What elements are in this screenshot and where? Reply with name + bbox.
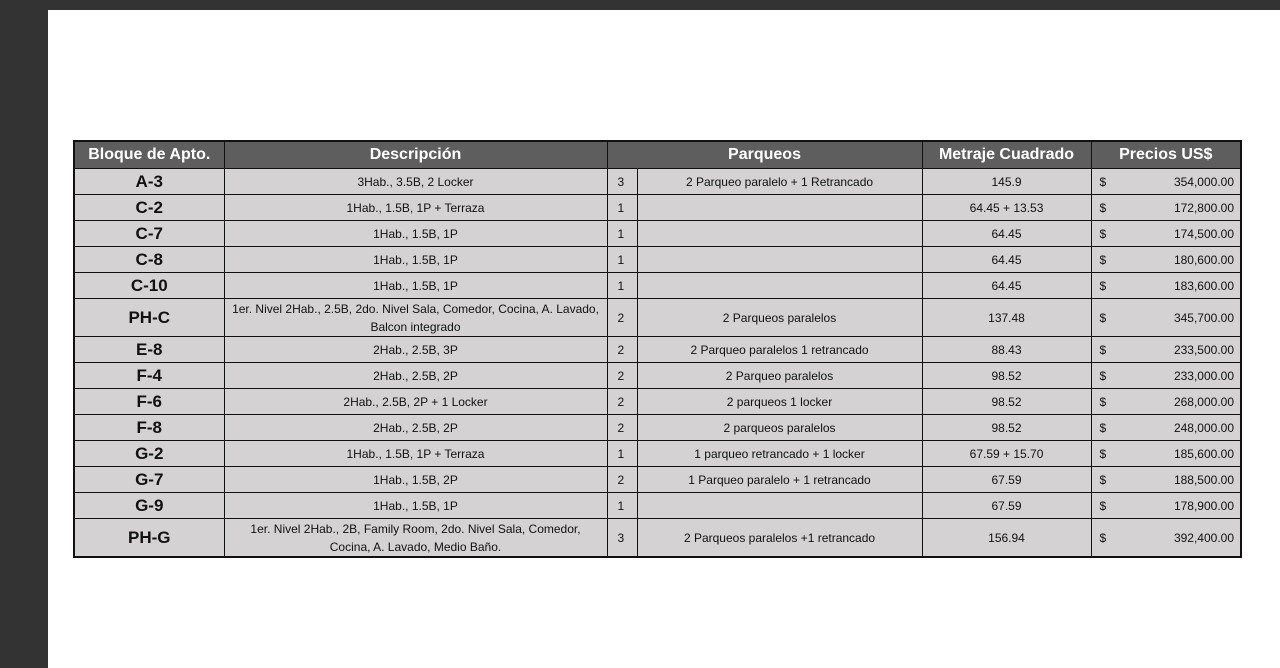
cell-precio bbox=[1091, 389, 1241, 415]
cell-descripcion: 1Hab., 1.5B, 1P bbox=[224, 493, 607, 519]
cell-descripcion: 2Hab., 2.5B, 2P bbox=[224, 415, 607, 441]
table-row bbox=[74, 467, 1241, 493]
table-row bbox=[74, 415, 1241, 441]
price-wrap bbox=[1100, 253, 1235, 267]
table-row bbox=[74, 519, 1241, 558]
cell-parqueos-desc: 1 Parqueo paralelo + 1 retrancado bbox=[637, 467, 922, 493]
price-wrap bbox=[1100, 395, 1235, 409]
price-amount: 392,400.00 bbox=[1173, 530, 1235, 545]
header-metraje: Metraje Cuadrado bbox=[922, 141, 1091, 169]
table-row bbox=[74, 169, 1241, 195]
header-parqueos: Parqueos bbox=[607, 141, 922, 169]
price-amount: 345,700.00 bbox=[1173, 310, 1235, 325]
cell-parqueos-count: 1 bbox=[607, 441, 637, 467]
cell-precio bbox=[1091, 273, 1241, 299]
cell-bloque: G-2 bbox=[74, 441, 224, 467]
cell-precio bbox=[1091, 441, 1241, 467]
cell-parqueos-desc: 2 Parqueo paralelo + 1 Retrancado bbox=[637, 169, 922, 195]
price-wrap bbox=[1100, 201, 1235, 215]
cell-bloque: G-9 bbox=[74, 493, 224, 519]
price-amount: 354,000.00 bbox=[1173, 174, 1235, 189]
cell-precio bbox=[1091, 337, 1241, 363]
cell-descripcion: 1Hab., 1.5B, 1P + Terraza bbox=[224, 441, 607, 467]
cell-metraje: 137.48 bbox=[922, 299, 1091, 337]
cell-parqueos-desc bbox=[637, 273, 922, 299]
price-amount: 183,600.00 bbox=[1173, 278, 1235, 293]
table-row bbox=[74, 389, 1241, 415]
cell-parqueos-count: 2 bbox=[607, 299, 637, 337]
table-row bbox=[74, 221, 1241, 247]
header-row bbox=[74, 141, 1241, 169]
cell-metraje: 67.59 bbox=[922, 467, 1091, 493]
cell-descripcion: 1Hab., 1.5B, 2P bbox=[224, 467, 607, 493]
currency-symbol: $ bbox=[1099, 498, 1107, 513]
cell-parqueos-desc: 2 parqueos paralelos bbox=[637, 415, 922, 441]
cell-precio bbox=[1091, 247, 1241, 273]
cell-parqueos-count: 2 bbox=[607, 337, 637, 363]
cell-bloque: F-4 bbox=[74, 363, 224, 389]
currency-symbol: $ bbox=[1099, 472, 1107, 487]
cell-metraje: 98.52 bbox=[922, 389, 1091, 415]
table-row bbox=[74, 273, 1241, 299]
cell-parqueos-desc: 2 Parqueo paralelos 1 retrancado bbox=[637, 337, 922, 363]
price-amount: 180,600.00 bbox=[1173, 252, 1235, 267]
cell-descripcion: 1Hab., 1.5B, 1P bbox=[224, 221, 607, 247]
cell-bloque: F-8 bbox=[74, 415, 224, 441]
currency-symbol: $ bbox=[1099, 342, 1107, 357]
table-row bbox=[74, 247, 1241, 273]
cell-parqueos-count: 2 bbox=[607, 389, 637, 415]
cell-bloque: C-2 bbox=[74, 195, 224, 221]
price-wrap bbox=[1100, 531, 1235, 545]
cell-parqueos-count: 2 bbox=[607, 415, 637, 441]
cell-parqueos-count: 1 bbox=[607, 493, 637, 519]
price-wrap bbox=[1100, 279, 1235, 293]
table-body bbox=[74, 169, 1241, 558]
cell-parqueos-desc bbox=[637, 221, 922, 247]
cell-descripcion: 3Hab., 3.5B, 2 Locker bbox=[224, 169, 607, 195]
cell-parqueos-count: 3 bbox=[607, 519, 637, 558]
cell-precio bbox=[1091, 467, 1241, 493]
price-wrap bbox=[1100, 175, 1235, 189]
currency-symbol: $ bbox=[1099, 530, 1107, 545]
currency-symbol: $ bbox=[1099, 252, 1107, 267]
price-wrap bbox=[1100, 343, 1235, 357]
price-amount: 172,800.00 bbox=[1173, 200, 1235, 215]
cell-bloque: PH-C bbox=[74, 299, 224, 337]
cell-parqueos-desc bbox=[637, 195, 922, 221]
cell-precio bbox=[1091, 415, 1241, 441]
price-table bbox=[73, 140, 1242, 558]
cell-bloque: C-7 bbox=[74, 221, 224, 247]
price-amount: 188,500.00 bbox=[1173, 472, 1235, 487]
cell-metraje: 88.43 bbox=[922, 337, 1091, 363]
cell-parqueos-count: 2 bbox=[607, 467, 637, 493]
cell-descripcion: 1er. Nivel 2Hab., 2B, Family Room, 2do. Nivel Sala, Comedor, Cocina, A. Lavado, Medio Baño. bbox=[224, 519, 607, 558]
cell-bloque: E-8 bbox=[74, 337, 224, 363]
cell-bloque: C-8 bbox=[74, 247, 224, 273]
cell-metraje: 67.59 + 15.70 bbox=[922, 441, 1091, 467]
cell-precio bbox=[1091, 169, 1241, 195]
table-row bbox=[74, 195, 1241, 221]
cell-metraje: 145.9 bbox=[922, 169, 1091, 195]
currency-symbol: $ bbox=[1099, 174, 1107, 189]
cell-parqueos-count: 3 bbox=[607, 169, 637, 195]
cell-parqueos-count: 1 bbox=[607, 273, 637, 299]
cell-bloque: G-7 bbox=[74, 467, 224, 493]
table-row bbox=[74, 441, 1241, 467]
cell-parqueos-count: 1 bbox=[607, 195, 637, 221]
cell-bloque: A-3 bbox=[74, 169, 224, 195]
cell-metraje: 156.94 bbox=[922, 519, 1091, 558]
table-row bbox=[74, 337, 1241, 363]
cell-parqueos-count: 2 bbox=[607, 363, 637, 389]
header-precios: Precios US$ bbox=[1091, 141, 1241, 169]
cell-metraje: 98.52 bbox=[922, 363, 1091, 389]
price-amount: 185,600.00 bbox=[1173, 446, 1235, 461]
currency-symbol: $ bbox=[1099, 278, 1107, 293]
price-wrap bbox=[1100, 369, 1235, 383]
cell-parqueos-count: 1 bbox=[607, 247, 637, 273]
price-wrap bbox=[1100, 311, 1235, 325]
cell-parqueos-desc: 2 Parqueo paralelos bbox=[637, 363, 922, 389]
cell-descripcion: 2Hab., 2.5B, 2P bbox=[224, 363, 607, 389]
table-row bbox=[74, 363, 1241, 389]
cell-descripcion: 1Hab., 1.5B, 1P + Terraza bbox=[224, 195, 607, 221]
cell-descripcion: 2Hab., 2.5B, 3P bbox=[224, 337, 607, 363]
cell-precio bbox=[1091, 363, 1241, 389]
cell-bloque: PH-G bbox=[74, 519, 224, 558]
currency-symbol: $ bbox=[1099, 310, 1107, 325]
cell-metraje: 64.45 bbox=[922, 273, 1091, 299]
cell-bloque: C-10 bbox=[74, 273, 224, 299]
price-wrap bbox=[1100, 499, 1235, 513]
cell-parqueos-desc bbox=[637, 247, 922, 273]
currency-symbol: $ bbox=[1099, 420, 1107, 435]
cell-parqueos-desc: 2 Parqueos paralelos bbox=[637, 299, 922, 337]
cell-parqueos-count: 1 bbox=[607, 221, 637, 247]
currency-symbol: $ bbox=[1099, 226, 1107, 241]
cell-metraje: 64.45 bbox=[922, 247, 1091, 273]
cell-parqueos-desc: 2 Parqueos paralelos +1 retrancado bbox=[637, 519, 922, 558]
cell-parqueos-desc bbox=[637, 493, 922, 519]
price-amount: 233,000.00 bbox=[1173, 368, 1235, 383]
price-wrap bbox=[1100, 227, 1235, 241]
cell-descripcion: 2Hab., 2.5B, 2P + 1 Locker bbox=[224, 389, 607, 415]
currency-symbol: $ bbox=[1099, 368, 1107, 383]
cell-precio bbox=[1091, 493, 1241, 519]
cell-precio bbox=[1091, 195, 1241, 221]
header-bloque: Bloque de Apto. bbox=[74, 141, 224, 169]
cell-precio bbox=[1091, 519, 1241, 558]
cell-parqueos-desc: 1 parqueo retrancado + 1 locker bbox=[637, 441, 922, 467]
table-row bbox=[74, 493, 1241, 519]
cell-descripcion: 1Hab., 1.5B, 1P bbox=[224, 273, 607, 299]
price-amount: 178,900.00 bbox=[1173, 498, 1235, 513]
price-amount: 248,000.00 bbox=[1173, 420, 1235, 435]
cell-metraje: 98.52 bbox=[922, 415, 1091, 441]
currency-symbol: $ bbox=[1099, 200, 1107, 215]
cell-descripcion: 1er. Nivel 2Hab., 2.5B, 2do. Nivel Sala, Comedor, Cocina, A. Lavado, Balcon integrado bbox=[224, 299, 607, 337]
cell-metraje: 64.45 bbox=[922, 221, 1091, 247]
price-amount: 233,500.00 bbox=[1173, 342, 1235, 357]
price-wrap bbox=[1100, 447, 1235, 461]
price-amount: 268,000.00 bbox=[1173, 394, 1235, 409]
cell-metraje: 67.59 bbox=[922, 493, 1091, 519]
cell-precio bbox=[1091, 299, 1241, 337]
cell-bloque: F-6 bbox=[74, 389, 224, 415]
header-descripcion: Descripción bbox=[224, 141, 607, 169]
cell-metraje: 64.45 + 13.53 bbox=[922, 195, 1091, 221]
currency-symbol: $ bbox=[1099, 394, 1107, 409]
price-amount: 174,500.00 bbox=[1173, 226, 1235, 241]
cell-parqueos-desc: 2 parqueos 1 locker bbox=[637, 389, 922, 415]
price-wrap bbox=[1100, 421, 1235, 435]
table-row bbox=[74, 299, 1241, 337]
price-wrap bbox=[1100, 473, 1235, 487]
currency-symbol: $ bbox=[1099, 446, 1107, 461]
cell-descripcion: 1Hab., 1.5B, 1P bbox=[224, 247, 607, 273]
cell-precio bbox=[1091, 221, 1241, 247]
